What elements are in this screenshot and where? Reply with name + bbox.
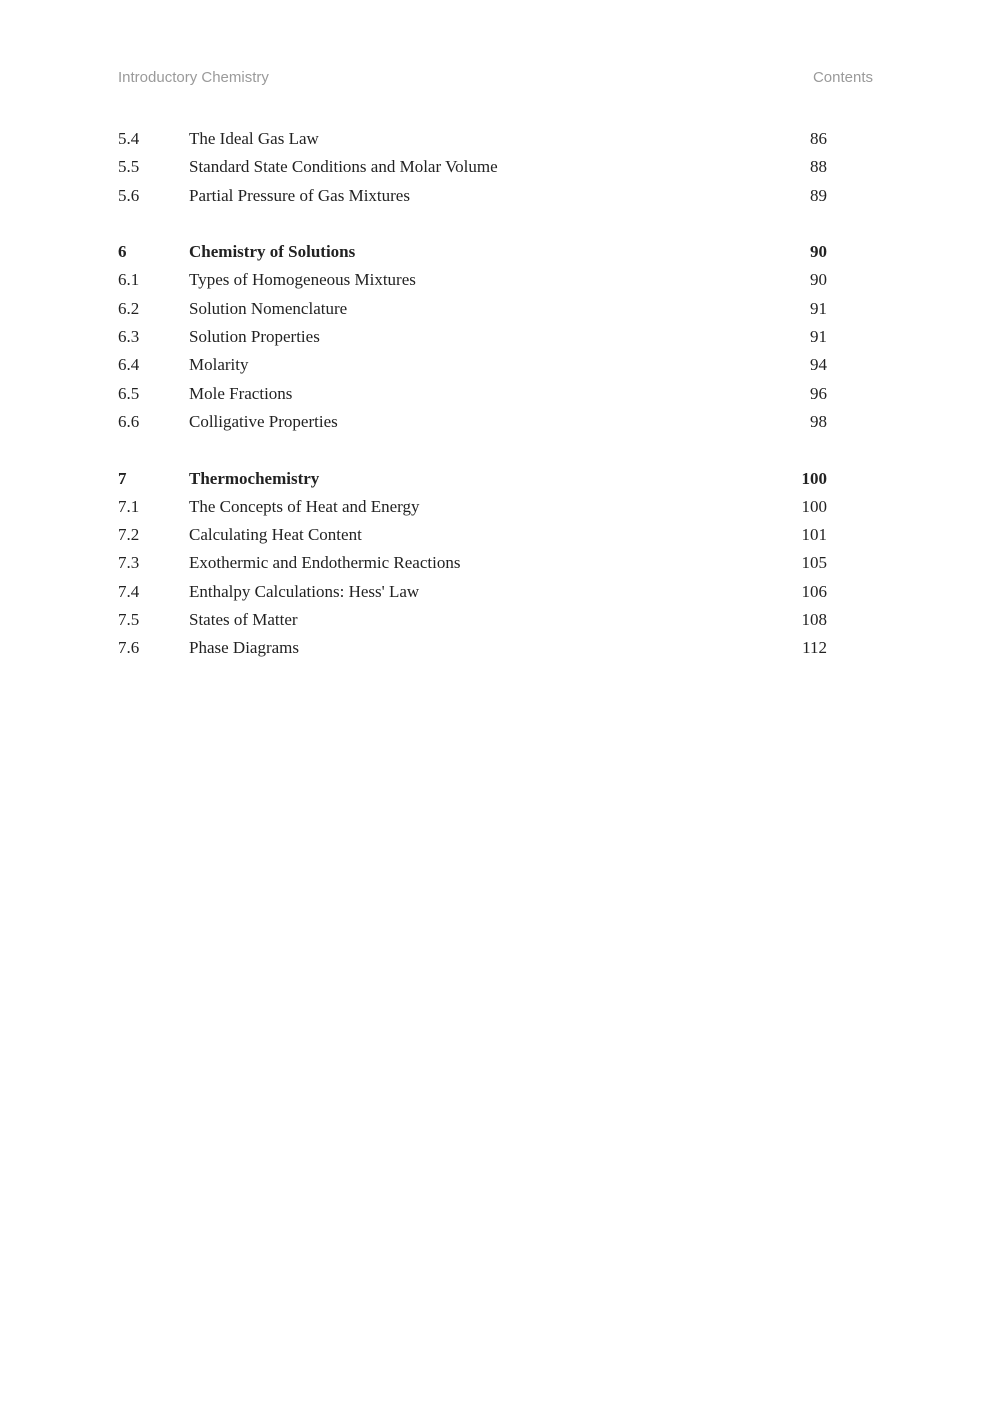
toc-page: 101 bbox=[801, 525, 827, 545]
toc-section-entry[interactable] bbox=[118, 549, 827, 577]
toc-num: 7.6 bbox=[118, 638, 140, 658]
toc-title: Colligative Properties bbox=[189, 411, 338, 431]
toc-page: 105 bbox=[801, 553, 827, 573]
toc-section-entry[interactable] bbox=[118, 266, 827, 294]
toc-title: Phase Diagrams bbox=[189, 638, 300, 658]
toc-section-entry[interactable] bbox=[118, 634, 827, 662]
toc-title: Mole Fractions bbox=[189, 383, 293, 403]
toc-num: 6.4 bbox=[118, 355, 140, 375]
toc-num: 7.1 bbox=[118, 496, 140, 516]
toc-section-entry[interactable] bbox=[118, 606, 827, 634]
toc-section-entry[interactable] bbox=[118, 493, 827, 521]
toc-section-entry[interactable] bbox=[118, 521, 827, 549]
toc-section-entry[interactable] bbox=[118, 125, 827, 153]
toc-num: 5.6 bbox=[118, 185, 140, 205]
toc-num: 7 bbox=[118, 468, 127, 488]
toc-section-entry[interactable] bbox=[118, 408, 827, 436]
toc-section-entry[interactable] bbox=[118, 153, 827, 181]
toc-title: Thermochemistry bbox=[189, 468, 320, 488]
running-header-section: Contents bbox=[812, 69, 873, 86]
toc-num: 6.2 bbox=[118, 298, 140, 318]
toc-page: 91 bbox=[810, 327, 827, 347]
toc-page: 89 bbox=[810, 185, 827, 205]
toc-num: 7.5 bbox=[118, 610, 140, 630]
toc-title: Molarity bbox=[189, 355, 249, 375]
toc-title: Chemistry of Solutions bbox=[189, 242, 356, 262]
toc-page: 88 bbox=[810, 157, 827, 177]
toc-title: Exothermic and Endothermic Reactions bbox=[189, 553, 461, 573]
toc-page: 98 bbox=[810, 411, 827, 431]
toc-num: 5.4 bbox=[118, 129, 140, 148]
toc-num: 6.3 bbox=[118, 327, 140, 347]
toc-group bbox=[118, 125, 827, 210]
toc-title: The Ideal Gas Law bbox=[189, 129, 319, 148]
toc-page: 108 bbox=[801, 610, 827, 630]
toc-chapter-entry[interactable] bbox=[118, 238, 827, 266]
toc-title: Enthalpy Calculations: Hess' Law bbox=[189, 581, 420, 601]
running-header-title: Introductory Chemistry bbox=[118, 69, 269, 86]
toc-page: 106 bbox=[801, 581, 827, 601]
toc-group bbox=[118, 238, 827, 436]
toc-title: Solution Properties bbox=[189, 327, 320, 347]
toc-page: 91 bbox=[810, 298, 827, 318]
toc-num: 7.2 bbox=[118, 525, 140, 545]
toc-page: 100 bbox=[801, 496, 827, 516]
toc-page: 90 bbox=[810, 242, 827, 262]
toc-section-entry[interactable] bbox=[118, 380, 827, 408]
toc-num: 5.5 bbox=[118, 157, 140, 177]
toc-page: 112 bbox=[802, 638, 827, 658]
toc-title: Partial Pressure of Gas Mixtures bbox=[189, 185, 410, 205]
toc-page: 100 bbox=[801, 468, 827, 488]
toc-section-entry[interactable] bbox=[118, 351, 827, 379]
toc-num: 7.3 bbox=[118, 553, 140, 573]
toc-num: 6.5 bbox=[118, 383, 140, 403]
toc-section-entry[interactable] bbox=[118, 182, 827, 210]
toc-num: 6 bbox=[118, 242, 127, 262]
toc-title: The Concepts of Heat and Energy bbox=[189, 496, 420, 516]
toc-num: 6.1 bbox=[118, 270, 140, 290]
toc-page: 94 bbox=[810, 355, 827, 375]
toc-num: 7.4 bbox=[118, 581, 140, 601]
toc-section-entry[interactable] bbox=[118, 323, 827, 351]
toc-chapter-entry[interactable] bbox=[118, 465, 827, 493]
toc-num: 6.6 bbox=[118, 411, 140, 431]
toc-group bbox=[118, 465, 827, 663]
toc-title: Calculating Heat Content bbox=[189, 525, 362, 545]
toc-section-entry[interactable] bbox=[118, 578, 827, 606]
toc-title: Solution Nomenclature bbox=[189, 298, 348, 318]
toc-title: Types of Homogeneous Mixtures bbox=[189, 270, 416, 290]
toc-title: Standard State Conditions and Molar Volume bbox=[189, 157, 498, 177]
toc-page: 96 bbox=[810, 383, 827, 403]
toc-title: States of Matter bbox=[189, 610, 298, 630]
toc-page: 90 bbox=[810, 270, 827, 290]
toc-page: 86 bbox=[810, 129, 827, 148]
toc-section-entry[interactable] bbox=[118, 295, 827, 323]
table-of-contents bbox=[118, 125, 827, 691]
